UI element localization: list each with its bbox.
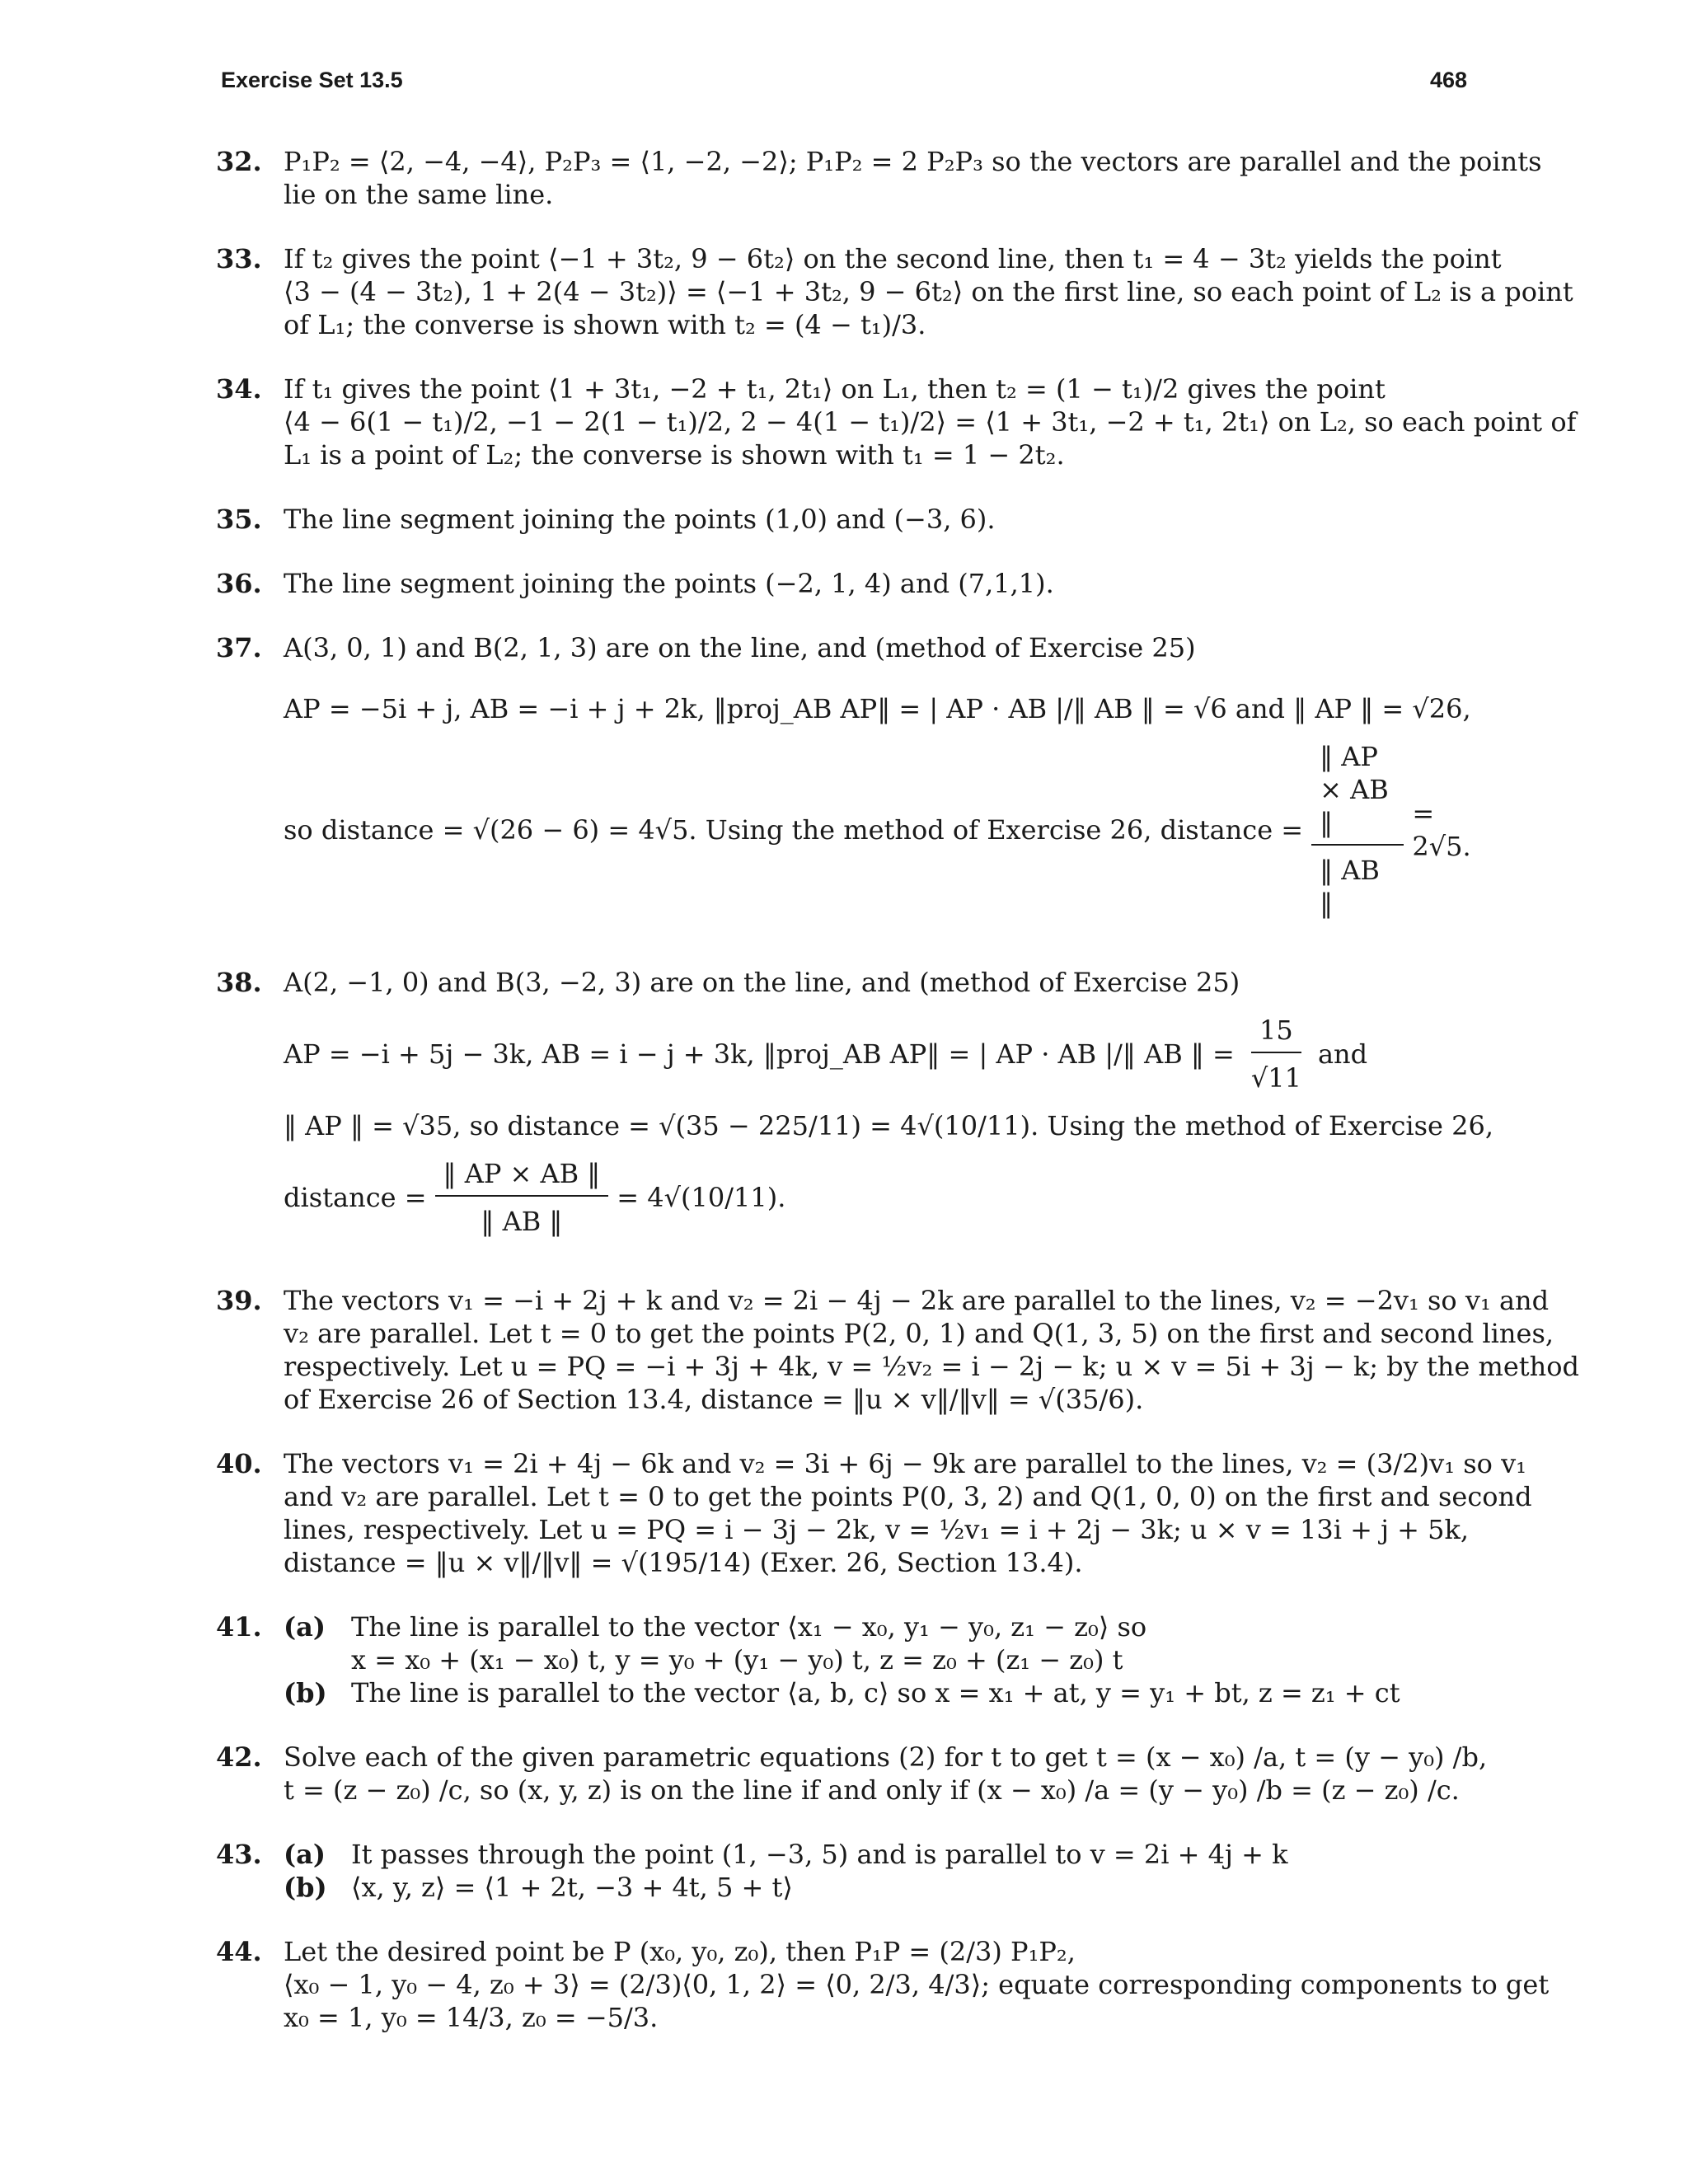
problem-number: 41. xyxy=(216,1611,262,1643)
problem-41 xyxy=(216,1610,1461,1709)
solution-line: x₀ = 1, y₀ = 14/3, z₀ = −5/3. xyxy=(284,2002,659,2033)
problem-37 xyxy=(216,631,1471,935)
solution-line: It passes through the point (1, −3, 5) and is parallel to v = 2i + 4j + k xyxy=(351,1839,1288,1870)
fraction-numerator: ‖ AP × AB ‖ xyxy=(435,1157,609,1197)
solution-line: ⟨x₀ − 1, y₀ − 4, z₀ + 3⟩ = (2/3)⟨0, 1, 2⟩ = ⟨0, 2/3, 4/3⟩; equate corresponding components to get xyxy=(284,1969,1550,2000)
section-title: Exercise Set 13.5 xyxy=(221,68,403,92)
problem-number: 33. xyxy=(216,243,262,274)
problem-32 xyxy=(216,145,1542,211)
solution-word: distance = xyxy=(284,1182,427,1213)
part-label: (a) xyxy=(284,1611,326,1643)
solution-line: t = (z − z₀) /c, so (x, y, z) is on the line if and only if (x − x₀) /a = (y − y₀) /b = (z − z₀) /c. xyxy=(284,1774,1460,1806)
solution-line: The line segment joining the points (−2, 1, 4) and (7,1,1). xyxy=(284,568,1054,599)
solution-line: ⟨3 − (4 − 3t₂), 1 + 2(4 − 3t₂)⟩ = ⟨−1 + 3t₂, 9 − 6t₂⟩ on the first line, so each point of L₂ is a point xyxy=(284,276,1573,307)
problem-39 xyxy=(216,1284,1579,1416)
part-label: (b) xyxy=(284,1677,327,1708)
solution-line: A(2, −1, 0) and B(3, −2, 3) are on the line, and (method of Exercise 25) xyxy=(284,967,1240,998)
fraction-numerator: 15 xyxy=(1251,1014,1301,1053)
solution-line: lines, respectively. Let u = PQ = i − 3j − 2k, v = ½v₁ = i + 2j − 3k; u × v = 13i + j + 5k, xyxy=(284,1514,1470,1545)
solution-line: Solve each of the given parametric equations (2) for t to get t = (x − x₀) /a, t = (y − y₀) /b, xyxy=(284,1741,1488,1773)
problem-number: 34. xyxy=(216,373,262,405)
fraction-denominator: ‖ AB ‖ xyxy=(481,1206,563,1237)
distance-fraction xyxy=(1311,740,1404,920)
projection-fraction xyxy=(1243,1014,1310,1094)
problem-list xyxy=(216,145,1579,2065)
solution-line: The vectors v₁ = −i + 2j + k and v₂ = 2i − 4j − 2k are parallel to the lines, v₂ = −2v₁ so v₁ and xyxy=(284,1285,1550,1316)
running-header xyxy=(221,68,1467,93)
part-label: (b) xyxy=(284,1872,327,1903)
solution-line: ⟨x, y, z⟩ = ⟨1 + 2t, −3 + 4t, 5 + t⟩ xyxy=(351,1872,793,1903)
solution-line: The line is parallel to the vector ⟨x₁ − x₀, y₁ − y₀, z₁ − z₀⟩ so xyxy=(351,1611,1147,1643)
fraction-numerator: ‖ AP × AB ‖ xyxy=(1311,740,1404,846)
problem-number: 32. xyxy=(216,146,262,177)
problem-44 xyxy=(216,1935,1550,2034)
solution-word: and xyxy=(1317,1038,1368,1070)
solution-line: AP = −i + 5j − 3k, AB = i − j + 3k, ‖proj_AB AP‖ = | AP · AB |/‖ AB ‖ = xyxy=(284,1038,1235,1070)
solution-line: x = x₀ + (x₁ − x₀) t, y = y₀ + (y₁ − y₀) t, z = z₀ + (z₁ − z₀) t xyxy=(351,1644,1123,1675)
problem-number: 37. xyxy=(216,632,262,663)
solution-line: The line segment joining the points (1,0) and (−3, 6). xyxy=(284,504,996,535)
problem-number: 40. xyxy=(216,1448,262,1479)
solution-line: AP = −5i + j, AB = −i + j + 2k, ‖proj_AB AP‖ = | AP · AB |/‖ AB ‖ = √6 and ‖ AP ‖ = √26, xyxy=(284,693,1471,724)
solution-line: and v₂ are parallel. Let t = 0 to get the points P(0, 3, 2) and Q(1, 0, 0) on the first and second xyxy=(284,1481,1532,1512)
problem-40 xyxy=(216,1447,1532,1579)
fraction-denominator: ‖ AB ‖ xyxy=(1320,855,1380,919)
problem-36 xyxy=(216,567,1461,600)
solution-line: If t₁ gives the point ⟨1 + 3t₁, −2 + t₁, 2t₁⟩ on L₁, then t₂ = (1 − t₁)/2 gives the point xyxy=(284,373,1386,405)
part-label: (a) xyxy=(284,1839,326,1870)
solution-line: Let the desired point be P (x₀, y₀, z₀), then P₁P = (2/3) P₁P₂, xyxy=(284,1936,1076,1967)
solution-line: ⟨4 − 6(1 − t₁)/2, −1 − 2(1 − t₁)/2, 2 − 4(1 − t₁)/2⟩ = ⟨1 + 3t₁, −2 + t₁, 2t₁⟩ on L₂, so each point of xyxy=(284,406,1577,438)
distance-fraction xyxy=(435,1157,609,1238)
problem-35 xyxy=(216,503,1461,536)
solution-line: L₁ is a point of L₂; the converse is shown with t₁ = 1 − 2t₂. xyxy=(284,439,1065,471)
problem-number: 39. xyxy=(216,1285,262,1316)
solution-line: ‖ AP ‖ = √35, so distance = √(35 − 225/11) = 4√(10/11). Using the method of Exercise 26, xyxy=(284,1110,1494,1141)
problem-number: 36. xyxy=(216,568,262,599)
solution-line: so distance = √(26 − 6) = 4√5. Using the method of Exercise 26, distance = xyxy=(284,814,1304,846)
problem-38 xyxy=(216,966,1494,1253)
problem-number: 38. xyxy=(216,967,262,998)
solution-line: If t₂ gives the point ⟨−1 + 3t₂, 9 − 6t₂⟩ on the second line, then t₁ = 4 − 3t₂ yields the point xyxy=(284,243,1502,274)
solution-line: The vectors v₁ = 2i + 4j − 6k and v₂ = 3i + 6j − 9k are parallel to the lines, v₂ = (3/2)v₁ so v₁ xyxy=(284,1448,1526,1479)
solution-line: of L₁; the converse is shown with t₂ = (4 − t₁)/3. xyxy=(284,309,926,340)
solution-line: of Exercise 26 of Section 13.4, distance = ‖u × v‖/‖v‖ = √(35/6). xyxy=(284,1384,1144,1415)
solution-line: P₁P₂ = ⟨2, −4, −4⟩, P₂P₃ = ⟨1, −2, −2⟩; P₁P₂ = 2 P₂P₃ so the vectors are parallel and the points xyxy=(284,146,1542,177)
solution-line: lie on the same line. xyxy=(284,179,554,210)
solution-line: A(3, 0, 1) and B(2, 1, 3) are on the line, and (method of Exercise 25) xyxy=(284,632,1196,663)
problem-33 xyxy=(216,242,1573,341)
solution-line: v₂ are parallel. Let t = 0 to get the points P(2, 0, 1) and Q(1, 3, 5) on the first and second lines, xyxy=(284,1318,1554,1349)
problem-number: 35. xyxy=(216,504,262,535)
problem-34 xyxy=(216,373,1577,471)
fraction-result: = 4√(10/11). xyxy=(617,1182,786,1213)
page-number: 468 xyxy=(1429,68,1467,92)
fraction-result: = 2√5. xyxy=(1412,798,1471,862)
problem-43 xyxy=(216,1838,1461,1904)
problem-number: 44. xyxy=(216,1936,262,1967)
solution-line: respectively. Let u = PQ = −i + 3j + 4k, v = ½v₂ = i − 2j − k; u × v = 5i + 3j − k; by the method xyxy=(284,1351,1579,1382)
problem-number: 43. xyxy=(216,1839,262,1870)
problem-number: 42. xyxy=(216,1741,262,1773)
solution-line: distance = ‖u × v‖/‖v‖ = √(195/14) (Exer. 26, Section 13.4). xyxy=(284,1547,1083,1578)
solution-line: The line is parallel to the vector ⟨a, b, c⟩ so x = x₁ + at, y = y₁ + bt, z = z₁ + ct xyxy=(351,1677,1400,1708)
fraction-denominator: √11 xyxy=(1250,1062,1301,1094)
problem-42 xyxy=(216,1741,1488,1807)
